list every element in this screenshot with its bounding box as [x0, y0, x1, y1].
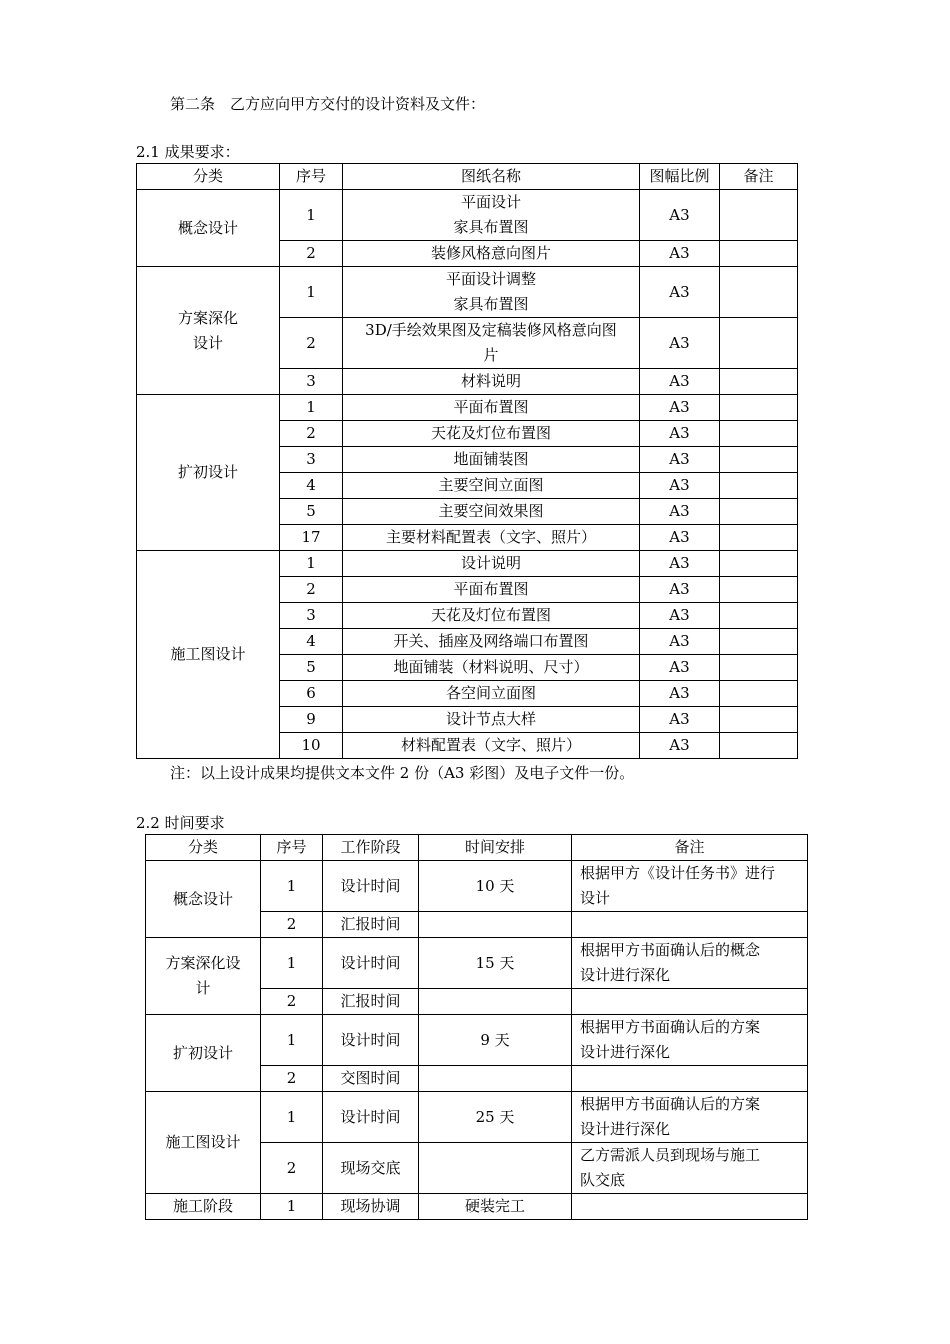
- table-row: [137, 267, 798, 318]
- note-cell: [720, 395, 798, 421]
- drawing-name-cell-line: 开关、插座及网络端口布置图: [393, 632, 589, 650]
- scale-cell: A3: [640, 369, 720, 395]
- note-cell: [720, 473, 798, 499]
- header-note: 备注: [572, 835, 808, 861]
- category-cell: [146, 938, 261, 1015]
- table-row: [146, 938, 808, 989]
- note-cell: [720, 318, 798, 369]
- drawing-name-cell: [343, 241, 640, 267]
- note-cell: [572, 1066, 808, 1092]
- drawing-name-cell-line: 平面布置图: [453, 398, 529, 416]
- note-cell: [572, 989, 808, 1015]
- number-cell: 1: [280, 267, 343, 318]
- drawing-name-cell: [343, 190, 640, 241]
- time-cell: 9 天: [419, 1015, 572, 1066]
- header-stage: 工作阶段: [323, 835, 419, 861]
- drawing-name-cell-line: 家具布置图: [453, 218, 529, 236]
- category-cell-line: 施工阶段: [172, 1197, 233, 1215]
- note-cell-line: 根据甲方《设计任务书》进行: [580, 864, 776, 882]
- number-cell: 17: [280, 525, 343, 551]
- number-cell: 1: [280, 395, 343, 421]
- note-cell: [720, 447, 798, 473]
- stage-cell: 汇报时间: [323, 989, 419, 1015]
- note-cell: [720, 499, 798, 525]
- header-time: 时间安排: [419, 835, 572, 861]
- note-cell-line: 队交底: [580, 1171, 626, 1189]
- category-cell-line: 扩初设计: [177, 463, 238, 481]
- note-cell-line: 根据甲方书面确认后的概念: [580, 941, 761, 959]
- number-cell: 2: [261, 1066, 323, 1092]
- category-cell: [146, 861, 261, 938]
- note-cell-line: 根据甲方书面确认后的方案: [580, 1018, 761, 1036]
- category-cell-line: 施工图设计: [170, 645, 246, 663]
- header-number: 序号: [280, 164, 343, 190]
- number-cell: 1: [280, 551, 343, 577]
- drawing-name-cell: [343, 681, 640, 707]
- drawing-name-cell-line: 天花及灯位布置图: [430, 424, 551, 442]
- table-header-row: [146, 835, 808, 861]
- number-cell: 2: [261, 912, 323, 938]
- drawing-name-cell-line: 设计说明: [460, 554, 521, 572]
- scale-cell: A3: [640, 629, 720, 655]
- drawing-name-cell: [343, 499, 640, 525]
- category-cell: [146, 1194, 261, 1220]
- note-cell: [720, 551, 798, 577]
- drawing-name-cell-line: 3D/手绘效果图及定稿装修风格意向图: [365, 321, 617, 339]
- number-cell: 4: [280, 473, 343, 499]
- drawing-name-cell-line: 设计节点大样: [445, 710, 536, 728]
- number-cell: 5: [280, 655, 343, 681]
- note-cell: [720, 629, 798, 655]
- number-cell: 10: [280, 733, 343, 759]
- header-category: 分类: [146, 835, 261, 861]
- stage-cell: 交图时间: [323, 1066, 419, 1092]
- drawing-name-cell: [343, 655, 640, 681]
- number-cell: 3: [280, 603, 343, 629]
- drawing-name-cell: [343, 733, 640, 759]
- header-category: 分类: [137, 164, 280, 190]
- category-cell: [137, 267, 280, 395]
- number-cell: 5: [280, 499, 343, 525]
- drawing-name-cell-line: 材料配置表（文字、照片）: [400, 736, 581, 754]
- scale-cell: A3: [640, 577, 720, 603]
- scale-cell: A3: [640, 190, 720, 241]
- drawing-name-cell: [343, 525, 640, 551]
- header-scale: 图幅比例: [640, 164, 720, 190]
- drawing-name-cell-line: 平面设计调整: [445, 270, 536, 288]
- drawing-name-cell-line: 主要空间效果图: [438, 502, 544, 520]
- number-cell: 3: [280, 447, 343, 473]
- note-cell: [720, 655, 798, 681]
- category-cell-line: 扩初设计: [172, 1043, 233, 1062]
- category-cell-line: 概念设计: [177, 218, 238, 237]
- table-row: [137, 395, 798, 421]
- number-cell: 1: [261, 861, 323, 912]
- category-cell: [137, 395, 280, 551]
- drawing-name-cell-line: 家具布置图: [453, 295, 529, 313]
- section2-heading: 2.2 时间要求: [136, 814, 225, 832]
- drawing-name-cell-line: 主要空间立面图: [438, 476, 544, 494]
- note-cell: [720, 681, 798, 707]
- stage-cell: 现场交底: [323, 1143, 419, 1194]
- table-row: [146, 1194, 808, 1220]
- article-heading: 第二条 乙方应向甲方交付的设计资料及文件：: [170, 95, 486, 113]
- time-cell: 15 天: [419, 938, 572, 989]
- drawing-name-cell: [343, 603, 640, 629]
- table-row: [146, 861, 808, 912]
- category-cell-line: 方案深化: [177, 308, 238, 327]
- scale-cell: A3: [640, 447, 720, 473]
- scale-cell: A3: [640, 525, 720, 551]
- note-cell: [572, 861, 808, 912]
- time-cell: 硬装完工: [419, 1194, 572, 1220]
- time-cell: [419, 1066, 572, 1092]
- deliverables-table: [136, 163, 798, 759]
- drawing-name-cell: [343, 447, 640, 473]
- scale-cell: A3: [640, 267, 720, 318]
- category-cell-line: 设计: [192, 333, 223, 352]
- number-cell: 2: [261, 989, 323, 1015]
- note-cell: [572, 1015, 808, 1066]
- number-cell: 2: [280, 421, 343, 447]
- header-number: 序号: [261, 835, 323, 861]
- time-cell: [419, 912, 572, 938]
- scale-cell: A3: [640, 603, 720, 629]
- note-cell: [720, 190, 798, 241]
- scale-cell: A3: [640, 395, 720, 421]
- schedule-table: [145, 834, 808, 1220]
- stage-cell: 设计时间: [323, 938, 419, 989]
- note-cell: [720, 707, 798, 733]
- drawing-name-cell-line: 装修风格意向图片: [430, 244, 551, 262]
- number-cell: 1: [280, 190, 343, 241]
- number-cell: 1: [261, 938, 323, 989]
- note-cell: [720, 369, 798, 395]
- scale-cell: A3: [640, 318, 720, 369]
- drawing-name-cell-line: 平面设计: [460, 193, 521, 211]
- scale-cell: A3: [640, 733, 720, 759]
- drawing-name-cell-line: 地面铺装（材料说明、尺寸）: [393, 658, 589, 676]
- header-drawing-name: 图纸名称: [343, 164, 640, 190]
- note-cell: [720, 267, 798, 318]
- drawing-name-cell-line: 平面布置图: [453, 580, 529, 598]
- stage-cell: 设计时间: [323, 861, 419, 912]
- category-cell: [146, 1092, 261, 1194]
- note-cell-line: 设计进行深化: [580, 966, 671, 984]
- stage-cell: 现场协调: [323, 1194, 419, 1220]
- drawing-name-cell: [343, 577, 640, 603]
- drawing-name-cell: [343, 369, 640, 395]
- scale-cell: A3: [640, 241, 720, 267]
- number-cell: 3: [280, 369, 343, 395]
- note-cell-line: 设计: [580, 889, 611, 907]
- drawing-name-cell: [343, 551, 640, 577]
- category-cell: [146, 1015, 261, 1092]
- category-cell-line: 计: [195, 979, 211, 997]
- drawing-name-cell: [343, 267, 640, 318]
- time-cell: [419, 989, 572, 1015]
- drawing-name-cell-line: 地面铺装图: [453, 450, 529, 468]
- drawing-name-cell-line: 片: [483, 346, 499, 364]
- scale-cell: A3: [640, 707, 720, 733]
- note-cell: [720, 603, 798, 629]
- stage-cell: 设计时间: [323, 1092, 419, 1143]
- drawing-name-cell: [343, 421, 640, 447]
- category-cell: [137, 190, 280, 267]
- header-note: 备注: [720, 164, 798, 190]
- note-cell: [720, 733, 798, 759]
- note-cell: [572, 1194, 808, 1220]
- category-cell-line: 施工图设计: [165, 1133, 241, 1151]
- time-cell: 25 天: [419, 1092, 572, 1143]
- drawing-name-cell-line: 材料说明: [460, 372, 521, 390]
- drawing-name-cell: [343, 318, 640, 369]
- number-cell: 1: [261, 1194, 323, 1220]
- scale-cell: A3: [640, 499, 720, 525]
- number-cell: 4: [280, 629, 343, 655]
- number-cell: 2: [280, 577, 343, 603]
- time-cell: [419, 1143, 572, 1194]
- table-row: [146, 1092, 808, 1143]
- table-row: [137, 551, 798, 577]
- drawing-name-cell-line: 各空间立面图: [445, 684, 536, 702]
- category-cell-line: 方案深化设: [165, 954, 241, 972]
- scale-cell: A3: [640, 473, 720, 499]
- category-cell: [137, 551, 280, 759]
- scale-cell: A3: [640, 421, 720, 447]
- note-cell: [572, 912, 808, 938]
- drawing-name-cell: [343, 707, 640, 733]
- stage-cell: 汇报时间: [323, 912, 419, 938]
- stage-cell: 设计时间: [323, 1015, 419, 1066]
- drawing-name-cell: [343, 473, 640, 499]
- note-cell-line: 根据甲方书面确认后的方案: [580, 1095, 761, 1113]
- table-row: [146, 1015, 808, 1066]
- number-cell: 2: [280, 318, 343, 369]
- footnote: 注：以上设计成果均提供文本文件 2 份（A3 彩图）及电子文件一份。: [170, 764, 635, 782]
- note-cell-line: 设计进行深化: [580, 1043, 671, 1061]
- table-row: [137, 190, 798, 241]
- note-cell: [572, 938, 808, 989]
- number-cell: 9: [280, 707, 343, 733]
- note-cell: [720, 241, 798, 267]
- note-cell: [572, 1143, 808, 1194]
- note-cell: [720, 525, 798, 551]
- note-cell: [720, 577, 798, 603]
- note-cell-line: 设计进行深化: [580, 1120, 671, 1138]
- time-cell: 10 天: [419, 861, 572, 912]
- number-cell: 2: [261, 1143, 323, 1194]
- drawing-name-cell: [343, 629, 640, 655]
- note-cell: [572, 1092, 808, 1143]
- drawing-name-cell: [343, 395, 640, 421]
- number-cell: 1: [261, 1092, 323, 1143]
- note-cell-line: 乙方需派人员到现场与施工: [580, 1146, 761, 1164]
- scale-cell: A3: [640, 681, 720, 707]
- category-cell-line: 概念设计: [172, 889, 233, 908]
- drawing-name-cell-line: 天花及灯位布置图: [430, 606, 551, 624]
- number-cell: 6: [280, 681, 343, 707]
- drawing-name-cell-line: 主要材料配置表（文字、照片）: [385, 528, 596, 546]
- number-cell: 1: [261, 1015, 323, 1066]
- scale-cell: A3: [640, 655, 720, 681]
- scale-cell: A3: [640, 551, 720, 577]
- number-cell: 2: [280, 241, 343, 267]
- table-header-row: [137, 164, 798, 190]
- note-cell: [720, 421, 798, 447]
- section1-heading: 2.1 成果要求：: [136, 143, 240, 161]
